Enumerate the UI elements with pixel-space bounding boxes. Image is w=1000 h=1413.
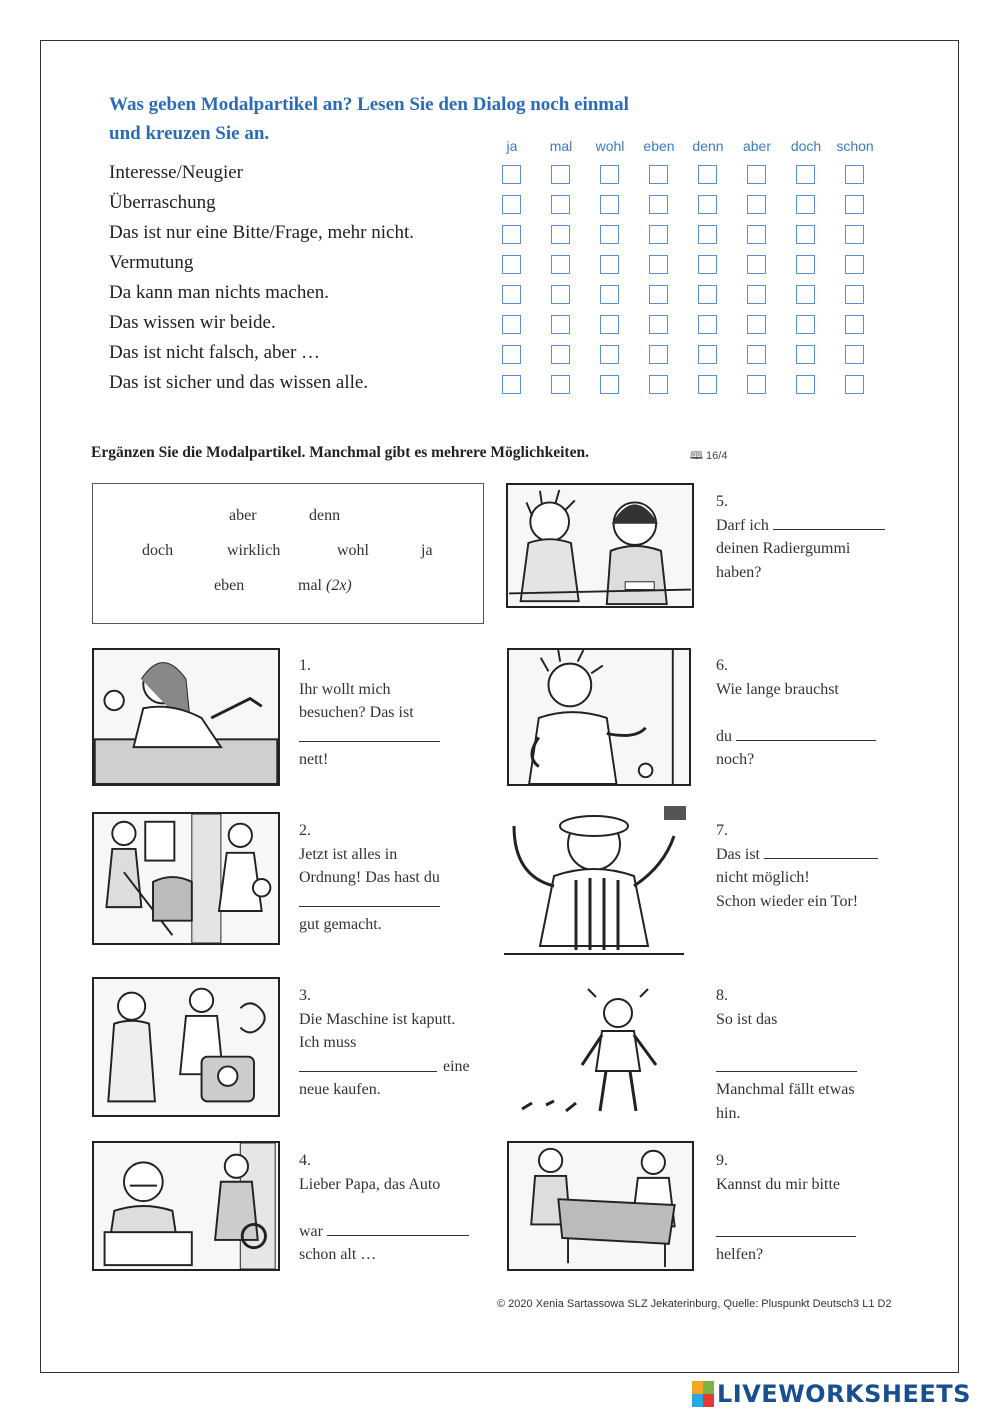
- checkbox-ja-row-1[interactable]: [502, 165, 521, 184]
- col-header-wohl: wohl: [595, 138, 625, 154]
- checkbox-denn-row-7[interactable]: [698, 345, 717, 364]
- checkbox-aber-row-3[interactable]: [747, 225, 766, 244]
- checkbox-eben-row-5[interactable]: [649, 285, 668, 304]
- checkbox-schon-row-1[interactable]: [845, 165, 864, 184]
- task-5-answer-blank[interactable]: [773, 514, 885, 530]
- checkbox-eben-row-1[interactable]: [649, 165, 668, 184]
- checkbox-wohl-row-3[interactable]: [600, 225, 619, 244]
- task-5-number: 5.: [716, 493, 728, 510]
- checkbox-doch-row-2[interactable]: [796, 195, 815, 214]
- checkbox-eben-row-2[interactable]: [649, 195, 668, 214]
- task-5-before-blank: Darf ich: [716, 516, 769, 534]
- task-2-line1: Jetzt ist alles in: [299, 845, 398, 863]
- task-8-line3: Manchmal fällt etwas: [716, 1081, 855, 1098]
- checkbox-doch-row-4[interactable]: [796, 255, 815, 274]
- task-4-number: 4.: [299, 1152, 311, 1169]
- checkbox-eben-row-4[interactable]: [649, 255, 668, 274]
- checkbox-schon-row-8[interactable]: [845, 375, 864, 394]
- checkbox-doch-row-5[interactable]: [796, 285, 815, 304]
- task-8-answer-blank[interactable]: [716, 1056, 857, 1072]
- checkbox-wohl-row-1[interactable]: [600, 165, 619, 184]
- checkbox-mal-row-2[interactable]: [551, 195, 570, 214]
- checkbox-doch-row-7[interactable]: [796, 345, 815, 364]
- checkbox-schon-row-6[interactable]: [845, 315, 864, 334]
- checkbox-eben-row-3[interactable]: [649, 225, 668, 244]
- task-8-line1: So ist das: [716, 1010, 778, 1028]
- illustration-3-broken-machine: [92, 977, 280, 1117]
- task-1-line3: nett!: [299, 751, 329, 768]
- task-8: [716, 984, 855, 1125]
- checkbox-denn-row-2[interactable]: [698, 195, 717, 214]
- task-9-answer-blank[interactable]: [716, 1221, 856, 1237]
- row-label-vermutung: Vermutung: [109, 252, 194, 273]
- liveworksheets-logo-icon: [692, 1381, 714, 1407]
- task-7-answer-blank[interactable]: [764, 843, 878, 859]
- col-header-mal: mal: [549, 138, 573, 154]
- task-5: [716, 490, 885, 584]
- checkbox-denn-row-6[interactable]: [698, 315, 717, 334]
- checkbox-mal-row-7[interactable]: [551, 345, 570, 364]
- task-4-line1: Lieber Papa, das Auto: [299, 1175, 441, 1193]
- checkbox-doch-row-3[interactable]: [796, 225, 815, 244]
- col-header-eben: eben: [643, 138, 675, 154]
- task-3: [299, 984, 470, 1102]
- checkbox-aber-row-6[interactable]: [747, 315, 766, 334]
- liveworksheets-brand[interactable]: [692, 1380, 971, 1408]
- checkbox-mal-row-3[interactable]: [551, 225, 570, 244]
- word-eben: eben: [214, 577, 245, 594]
- checkbox-denn-row-4[interactable]: [698, 255, 717, 274]
- row-label-nicht-falsch: Das ist nicht falsch, aber …: [109, 342, 321, 363]
- checkbox-wohl-row-5[interactable]: [600, 285, 619, 304]
- word-mal: mal (2x): [298, 577, 352, 594]
- row-label-nichts-machen: Da kann man nichts machen.: [109, 282, 330, 303]
- task-7-number: 7.: [716, 822, 728, 839]
- illustration-2-vacuuming-man-woman: [92, 812, 280, 945]
- task-1-answer-blank[interactable]: [299, 726, 440, 742]
- illustration-4-father-son-newspaper: [92, 1141, 280, 1271]
- illustration-6-man-checking-watch: [507, 648, 691, 786]
- word-denn: denn: [309, 507, 341, 524]
- task-9-number: 9.: [716, 1152, 728, 1169]
- checkbox-ja-row-6[interactable]: [502, 315, 521, 334]
- checkbox-schon-row-2[interactable]: [845, 195, 864, 214]
- row-label-bitte: Das ist nur eine Bitte/Frage, mehr nicht.: [109, 222, 414, 243]
- task-1-number: 1.: [299, 657, 311, 674]
- copyright-notice: © 2020 Xenia Sartassowa SLZ Jekaterinburg, Quelle: Pluspunkt Deutsch3 L1 D2: [497, 1298, 892, 1310]
- row-label-sicher: Das ist sicher und das wissen alle.: [109, 372, 369, 393]
- task-6: [716, 654, 876, 772]
- checkbox-mal-row-8[interactable]: [551, 375, 570, 394]
- illustration-8-man-dropped-plate: [506, 985, 694, 1115]
- task-2-number: 2.: [299, 822, 311, 839]
- col-header-ja: ja: [506, 138, 518, 154]
- task-4-answer-blank[interactable]: [327, 1220, 469, 1236]
- word-doch: doch: [142, 542, 174, 559]
- word-wirklich: wirklich: [227, 542, 281, 559]
- task-6-line3: noch?: [716, 751, 755, 768]
- task-6-line1: Wie lange brauchst: [716, 680, 839, 698]
- illustration-1-woman-on-phone: [92, 648, 280, 786]
- checkbox-eben-row-7[interactable]: [649, 345, 668, 364]
- checkbox-aber-row-8[interactable]: [747, 375, 766, 394]
- task-4-line3: schon alt …: [299, 1246, 377, 1263]
- checkbox-doch-row-8[interactable]: [796, 375, 815, 394]
- checkbox-mal-row-4[interactable]: [551, 255, 570, 274]
- checkbox-denn-row-1[interactable]: [698, 165, 717, 184]
- checkbox-denn-row-5[interactable]: [698, 285, 717, 304]
- task-7-before-blank: Das ist: [716, 845, 760, 863]
- task-3-number: 3.: [299, 987, 311, 1004]
- task-1: [299, 654, 414, 772]
- task-3-line3: neue kaufen.: [299, 1081, 381, 1098]
- checkbox-aber-row-1[interactable]: [747, 165, 766, 184]
- row-label-wissen-beide: Das wissen wir beide.: [109, 312, 276, 333]
- checkbox-aber-row-2[interactable]: [747, 195, 766, 214]
- checkbox-denn-row-8[interactable]: [698, 375, 717, 394]
- task-2: [299, 819, 440, 937]
- checkbox-eben-row-6[interactable]: [649, 315, 668, 334]
- exercise1-title: Was geben Modalpartikel an? Lesen Sie den Dialog noch einmal und kreuzen Sie an.: [109, 94, 629, 144]
- word-ja: ja: [421, 542, 433, 559]
- task-9: [716, 1149, 840, 1267]
- checkbox-schon-row-4[interactable]: [845, 255, 864, 274]
- task-8-line4: hin.: [716, 1104, 741, 1122]
- task-7: [716, 819, 878, 913]
- book-icon: 🕮: [690, 450, 703, 462]
- checkbox-ja-row-7[interactable]: [502, 345, 521, 364]
- checkbox-ja-row-3[interactable]: [502, 225, 521, 244]
- task-9-line1: Kannst du mir bitte: [716, 1175, 840, 1193]
- task-2-line2: Ordnung! Das hast du: [299, 869, 440, 886]
- task-9-line3: helfen?: [716, 1246, 764, 1263]
- checkbox-wohl-row-8[interactable]: [600, 375, 619, 394]
- row-label-ueberraschung: Überraschung: [109, 192, 216, 213]
- task-3-line1: Die Maschine ist kaputt.: [299, 1010, 456, 1028]
- col-header-doch: doch: [790, 138, 822, 154]
- task-5-line2: deinen Radiergummi: [716, 540, 851, 557]
- row-label-interesse: Interesse/Neugier: [109, 162, 243, 183]
- task-7-line3: Schon wieder ein Tor!: [716, 892, 859, 910]
- checkbox-schon-row-7[interactable]: [845, 345, 864, 364]
- exercise2-title: Ergänzen Sie die Modalpartikel. Manchmal gibt es mehrere Möglichkeiten.: [91, 444, 589, 461]
- checkbox-ja-row-5[interactable]: [502, 285, 521, 304]
- task-7-line2: nicht möglich!: [716, 869, 810, 886]
- checkbox-wohl-row-6[interactable]: [600, 315, 619, 334]
- col-header-schon: schon: [836, 138, 874, 154]
- checkbox-ja-row-2[interactable]: [502, 195, 521, 214]
- checkbox-ja-row-8[interactable]: [502, 375, 521, 394]
- brand-name: LIVEWORKSHEETS: [717, 1380, 971, 1408]
- task-6-answer-blank[interactable]: [736, 725, 876, 741]
- task-3-answer-blank[interactable]: [299, 1056, 437, 1072]
- checkbox-wohl-row-2[interactable]: [600, 195, 619, 214]
- task-1-line1: Ihr wollt mich: [299, 680, 391, 698]
- checkbox-denn-row-3[interactable]: [698, 225, 717, 244]
- checkbox-aber-row-4[interactable]: [747, 255, 766, 274]
- checkbox-doch-row-1[interactable]: [796, 165, 815, 184]
- checkbox-mal-row-1[interactable]: [551, 165, 570, 184]
- checkbox-wohl-row-4[interactable]: [600, 255, 619, 274]
- word-aber: aber: [229, 507, 257, 524]
- task-4-before-blank: war: [299, 1222, 323, 1240]
- task-8-number: 8.: [716, 987, 728, 1004]
- task-2-answer-blank[interactable]: [299, 891, 440, 907]
- task-3-line2: Ich muss: [299, 1034, 357, 1051]
- word-bank: [92, 483, 484, 624]
- task-6-before-blank: du: [716, 727, 732, 745]
- checkbox-mal-row-5[interactable]: [551, 285, 570, 304]
- col-header-aber: aber: [742, 138, 772, 154]
- illustration-5-kids-at-desk: [506, 483, 694, 608]
- checkbox-mal-row-6[interactable]: [551, 315, 570, 334]
- col-header-denn: denn: [692, 138, 724, 154]
- task-6-number: 6.: [716, 657, 728, 674]
- checkbox-eben-row-8[interactable]: [649, 375, 668, 394]
- task-1-line2: besuchen? Das ist: [299, 704, 414, 721]
- checkbox-schon-row-5[interactable]: [845, 285, 864, 304]
- illustration-7-football-fan: [494, 806, 694, 956]
- checkbox-aber-row-7[interactable]: [747, 345, 766, 364]
- checkbox-schon-row-3[interactable]: [845, 225, 864, 244]
- word-wohl: wohl: [337, 542, 369, 559]
- checkbox-ja-row-4[interactable]: [502, 255, 521, 274]
- checkbox-doch-row-6[interactable]: [796, 315, 815, 334]
- checkbox-aber-row-5[interactable]: [747, 285, 766, 304]
- task-4: [299, 1149, 469, 1267]
- task-2-line3: gut gemacht.: [299, 916, 382, 933]
- task-3-after-blank: eine: [443, 1057, 470, 1075]
- task-5-line3: haben?: [716, 563, 762, 581]
- checkbox-wohl-row-7[interactable]: [600, 345, 619, 364]
- book-reference: 🕮 16/4: [690, 450, 728, 462]
- illustration-9-carrying-table: [507, 1141, 694, 1271]
